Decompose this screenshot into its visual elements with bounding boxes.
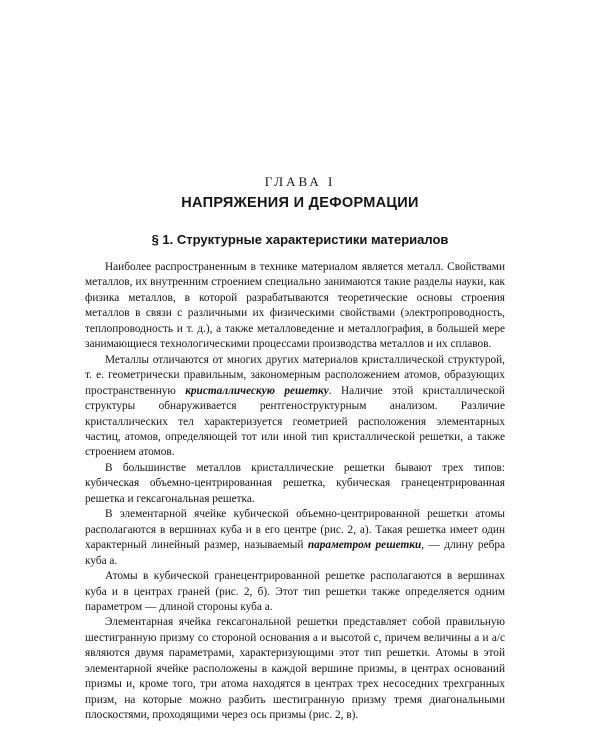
chapter-title: НАПРЯЖЕНИЯ И ДЕФОРМАЦИИ	[181, 195, 419, 211]
section-title: § 1. Структурные характеристики материалов	[151, 232, 449, 247]
emphasized-term: кристаллическую решетку	[185, 384, 329, 397]
paragraph	[85, 507, 505, 569]
paragraph	[85, 615, 505, 723]
emphasized-term: параметром решетки	[307, 539, 422, 552]
paragraph-text: . Наличие этой кристаллической структуры обнаруживается рентгеноструктурным анализом. Различие кристаллических тел характеризуется геометрией расположения элементарных частиц, атомов, определяющей тот или иной тип кристаллической решетки, а также строением атомов.	[85, 384, 505, 459]
paragraph-text: , — длину ребра куба а.	[85, 539, 505, 567]
paragraph-text: Элементарная ячейка гексагональной решетки представляет собой правильную шестигранную призму со стороной основания а и высотой с, причем величины а и а/с являются двумя параметрами, характеризующими этот тип решетки. Атомы в этой элементарной ячейке расположены в каждой вершине призмы, в центрах оснований призмы и, кроме того, три атома находятся в центрах трех несоседних трехгранных призм, на которые можно разбить шестигранную призму тремя диагональными плоскостями, проходящими через ось призмы (рис. 2, в).	[85, 616, 505, 722]
paragraph	[85, 260, 505, 353]
paragraph	[85, 461, 505, 507]
paragraph	[85, 353, 505, 461]
paragraph-text: Атомы в кубической гранецентрированной решетке располагаются в вершинах куба и в центрах граней (рис. 2, б). Этот тип решетки также определяется одним параметром — длиной стороны куба а.	[85, 570, 505, 613]
chapter-label: ГЛАВА I	[264, 174, 336, 189]
paragraph-text: В большинстве металлов кристаллические решетки бывают трех типов: кубическая объемно-центрированная решетка, кубическая гранецентрированная решетка и гексагональная решетка.	[85, 461, 505, 505]
paragraph-text: Металлы отличаются от многих других материалов кристаллической структурой, т. е. геометрически правильным, закономерным расположением атомов, образующих пространственную	[85, 353, 505, 397]
paragraph-text: В элементарной ячейке кубической объемно-центрированной решетки атомы располагаются в вершинах куба и в его центре (рис. 2, а). Такая решетка имеет один характерный линейный размер, называемый	[85, 508, 505, 552]
paragraph-text: Наиболее распространенным в технике материалом является металл. Свойствами металлов, их внутренним строением специально занимаются такие разделы науки, как физика металлов, в которой разрабатываются теоретические основы строения металлов в связи с различными их физическими свойствами (электропроводность, теплопроводность и т. д.), а также металловедение и металлография, в большей мере занимающиеся технологическими процессами производства металлов и их сплавов.	[85, 261, 505, 351]
body-text	[85, 260, 505, 724]
paragraph	[85, 569, 505, 615]
